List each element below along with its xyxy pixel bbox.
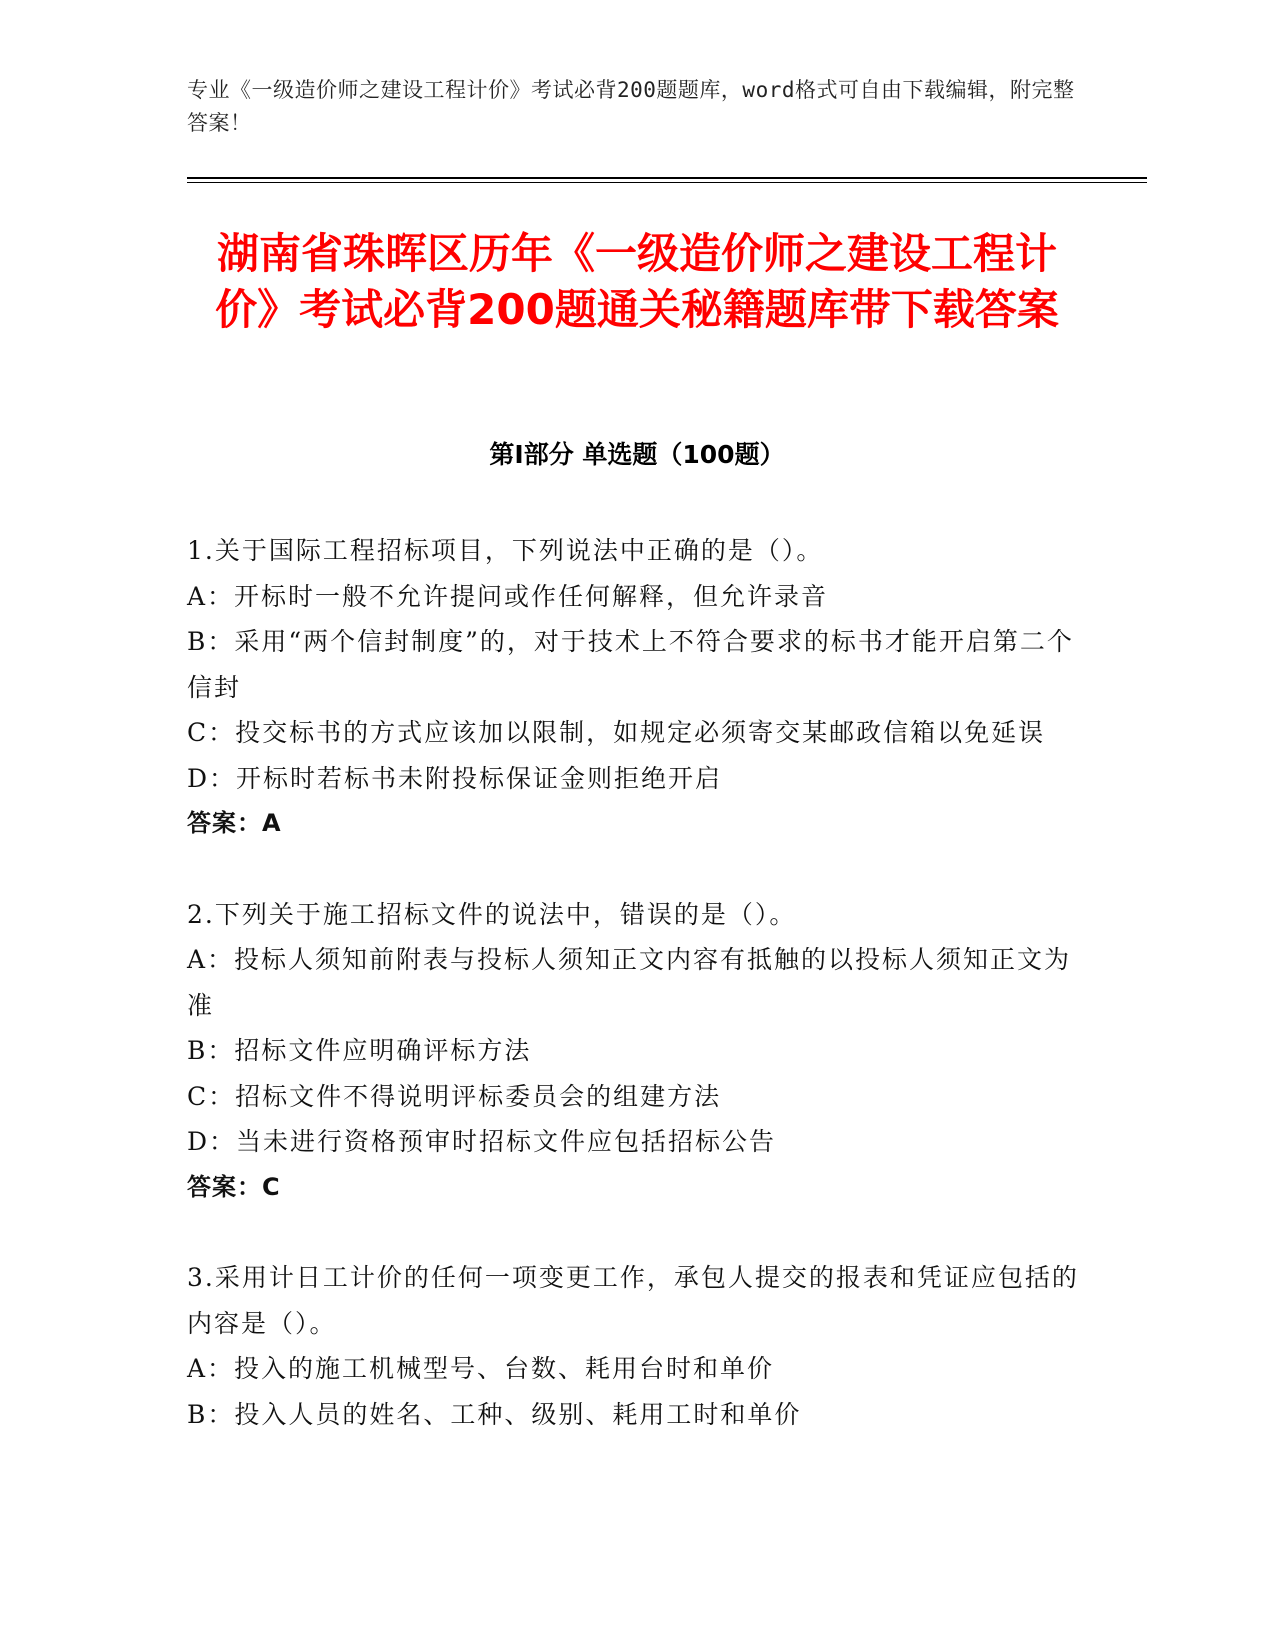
question-2 — [187, 892, 1087, 1211]
question-3 — [187, 1255, 1087, 1437]
option-b: B：招标文件应明确评标方法 — [187, 1036, 532, 1065]
option-d: D：当未进行资格预审时招标文件应包括招标公告 — [187, 1127, 777, 1156]
answer: 答案：A — [187, 809, 282, 837]
option-a: A：投标人须知前附表与投标人须知正文内容有抵触的以投标人须知正文为准 — [187, 945, 1072, 1020]
header-divider-thin — [187, 182, 1147, 183]
question-stem: 3.采用计日工计价的任何一项变更工作，承包人提交的报表和凭证应包括的内容是（）。 — [187, 1263, 1079, 1338]
header-note: 专业《一级造价师之建设工程计价》考试必背200题题库，word格式可自由下载编辑，附完整答案！ — [187, 78, 1075, 135]
option-a: A：开标时一般不允许提问或作任何解释，但允许录音 — [187, 581, 829, 611]
answer: 答案：C — [187, 1172, 281, 1201]
option-d: D：开标时若标书未附投标保证金则拒绝开启 — [187, 763, 723, 793]
option-b: B：采用“两个信封制度”的，对于技术上不符合要求的标书才能开启第二个信封 — [187, 627, 1074, 702]
option-c: C：投交标书的方式应该加以限制，如规定必须寄交某邮政信箱以免延误 — [187, 718, 1046, 747]
header-divider-thick — [187, 177, 1147, 179]
question-stem: 2.下列关于施工招标文件的说法中，错误的是（）。 — [187, 899, 797, 929]
section-title: 第I部分 单选题（100题） — [489, 440, 785, 469]
question-stem: 1.关于国际工程招标项目，下列说法中正确的是（）。 — [187, 536, 824, 565]
option-a: A：投入的施工机械型号、台数、耗用台时和单价 — [187, 1354, 775, 1383]
option-c: C：招标文件不得说明评标委员会的组建方法 — [187, 1081, 722, 1111]
option-b: B：投入人员的姓名、工种、级别、耗用工时和单价 — [187, 1399, 802, 1429]
document-title: 湖南省珠晖区历年《一级造价师之建设工程计价》考试必背200题通关秘籍题库带下载答案 — [215, 229, 1059, 334]
question-1 — [187, 528, 1087, 847]
question-list — [187, 528, 1087, 1482]
